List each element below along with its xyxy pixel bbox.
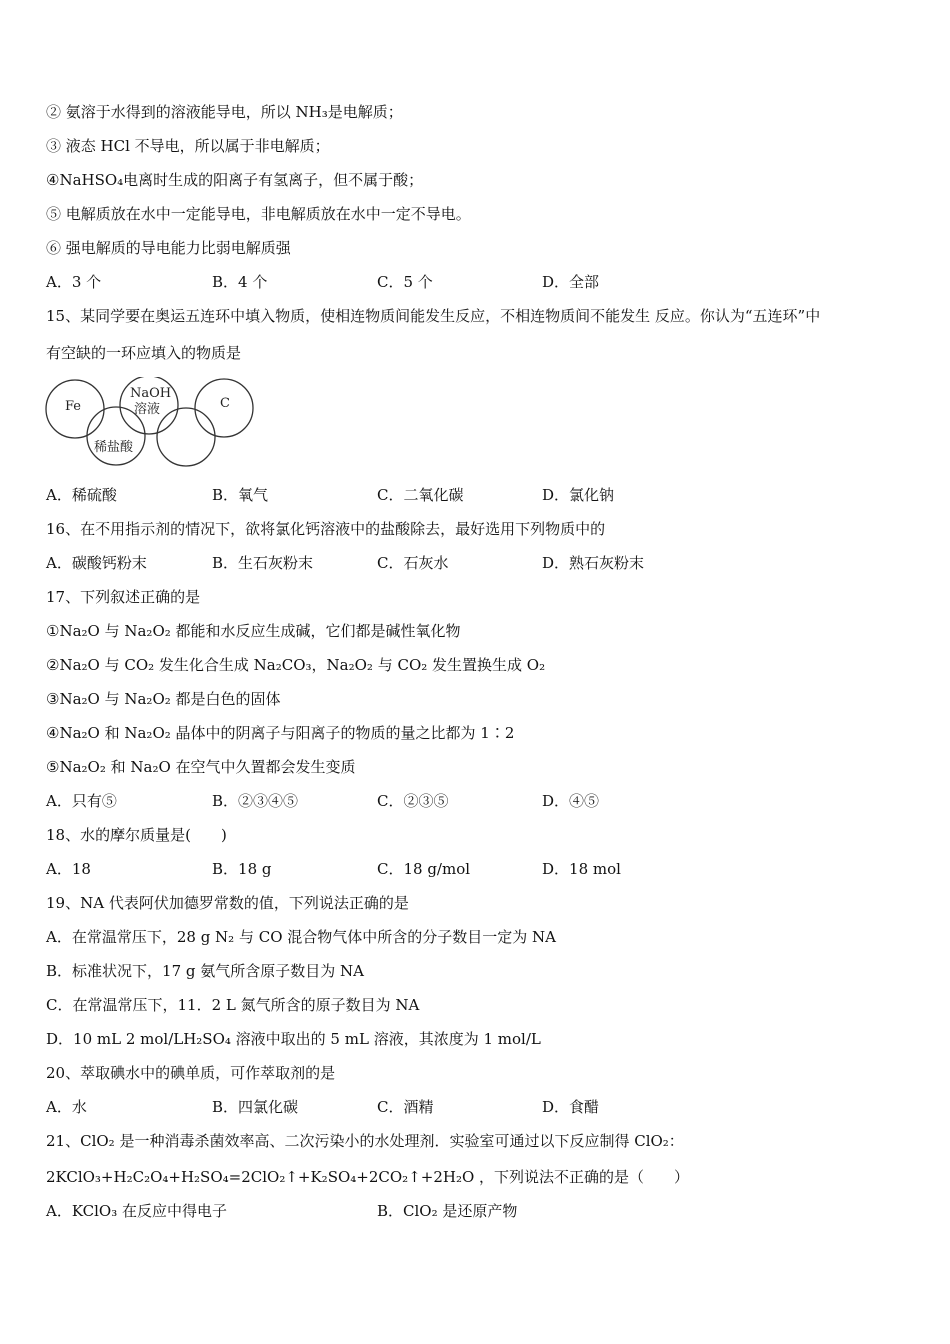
q20-option-d[interactable]: D．食醋 [542,1098,600,1116]
q17-stem: 17、下列叙述正确的是 [46,588,201,606]
q15-stem-line1: 15、某同学要在奥运五连环中填入物质，使相连物质间能发生反应，不相连物质间不能发生 反应。你认为“五连环”中 [46,307,821,325]
statement-4: ④NaHSO₄电离时生成的阳离子有氢离子，但不属于酸； [46,171,424,189]
q16-option-b[interactable]: B．生石灰粉末 [212,554,314,572]
q21-options [46,1201,906,1221]
q20-option-b[interactable]: B．四氯化碳 [212,1098,299,1116]
q16-option-c[interactable]: C．石灰水 [377,554,449,572]
q14-option-d[interactable]: D．全部 [542,273,600,291]
q20-options [46,1097,906,1117]
q15-option-c[interactable]: C．二氧化碳 [377,486,464,504]
q15-option-b[interactable]: B．氧气 [212,486,269,504]
ring-blank[interactable] [157,408,215,466]
q19-stem: 19、NA 代表阿伏加德罗常数的值，下列说法正确的是 [46,894,409,912]
q18-option-c[interactable]: C．18 g/mol [377,860,471,878]
ring-naoh-label-1: NaOH [130,386,172,401]
q17-item-1: ①Na₂O 与 Na₂O₂ 都能和水反应生成碱，它们都是碱性氧化物 [46,622,461,640]
ring-naoh-label-2: 溶液 [134,402,161,417]
q20-option-c[interactable]: C．酒精 [377,1098,434,1116]
q19-option-c[interactable]: C．在常温常压下，11．2 L 氮气所含的原子数目为 NA [46,996,420,1014]
q17-item-2: ②Na₂O 与 CO₂ 发生化合生成 Na₂CO₃，Na₂O₂ 与 CO₂ 发生置换生成 O₂ [46,656,546,674]
q17-item-3: ③Na₂O 与 Na₂O₂ 都是白色的固体 [46,690,281,708]
q21-stem: 21、ClO₂ 是一种消毒杀菌效率高、二次污染小的水处理剂．实验室可通过以下反应制得 ClO₂： [46,1132,684,1150]
q17-option-c[interactable]: C．②③⑤ [377,792,449,810]
q17-option-a[interactable]: A．只有⑤ [46,792,117,810]
q20-option-a[interactable]: A．水 [46,1098,87,1116]
q19-option-d[interactable]: D．10 mL 2 mol/LH₂SO₄ 溶液中取出的 5 mL 溶液，其浓度为 1 mol/L [46,1030,541,1048]
q15-option-a[interactable]: A．稀硫酸 [46,486,117,504]
q18-option-a[interactable]: A．18 [46,860,91,878]
olympic-rings-diagram [44,377,256,469]
q16-options [46,553,906,573]
q18-option-d[interactable]: D．18 mol [542,860,621,878]
q21-option-a[interactable]: A．KClO₃ 在反应中得电子 [46,1202,227,1220]
q15-option-d[interactable]: D．氯化钠 [542,486,615,504]
statement-5: ⑤ 电解质放在水中一定能导电，非电解质放在水中一定不导电。 [46,205,471,223]
q16-stem: 16、在不用指示剂的情况下，欲将氯化钙溶液中的盐酸除去，最好选用下列物质中的 [46,520,606,538]
ring-fe-label: Fe [65,399,82,414]
q16-option-a[interactable]: A．碳酸钙粉末 [46,554,147,572]
q17-option-d[interactable]: D．④⑤ [542,792,600,810]
q14-option-c[interactable]: C．5 个 [377,273,433,291]
statement-2: ② 氨溶于水得到的溶液能导电，所以 NH₃是电解质； [46,103,403,121]
q14-option-b[interactable]: B．4 个 [212,273,268,291]
q19-option-b[interactable]: B．标准状况下，17 g 氨气所含原子数目为 NA [46,962,364,980]
q18-options [46,859,906,879]
q15-options [46,485,906,505]
statement-3: ③ 液态 HCl 不导电，所以属于非电解质； [46,137,330,155]
q17-option-b[interactable]: B．②③④⑤ [212,792,299,810]
ring-c-label: C [220,396,230,411]
q17-options [46,791,906,811]
statement-6: ⑥ 强电解质的导电能力比弱电解质强 [46,239,291,257]
q15-stem-line2: 有空缺的一环应填入的物质是 [46,344,242,362]
q14-options [46,272,906,292]
q20-stem: 20、萃取碘水中的碘单质，可作萃取剂的是 [46,1064,336,1082]
q21-equation: 2KClO₃+H₂C₂O₄+H₂SO₄=2ClO₂↑+K₂SO₄+2CO₂↑+2H₂O ，下列说法不正确的是（ ） [46,1168,690,1186]
q18-stem: 18、水的摩尔质量是( ) [46,826,227,844]
ring-hcl-label: 稀盐酸 [94,440,134,455]
q17-item-5: ⑤Na₂O₂ 和 Na₂O 在空气中久置都会发生变质 [46,758,356,776]
q17-item-4: ④Na₂O 和 Na₂O₂ 晶体中的阴离子与阳离子的物质的量之比都为 1∶2 [46,724,515,742]
q18-option-b[interactable]: B．18 g [212,860,272,878]
q14-option-a[interactable]: A．3 个 [46,273,102,291]
q21-option-b[interactable]: B．ClO₂ 是还原产物 [377,1202,518,1220]
q19-option-a[interactable]: A．在常温常压下，28 g N₂ 与 CO 混合物气体中所含的分子数目一定为 NA [46,928,557,946]
q16-option-d[interactable]: D．熟石灰粉末 [542,554,645,572]
